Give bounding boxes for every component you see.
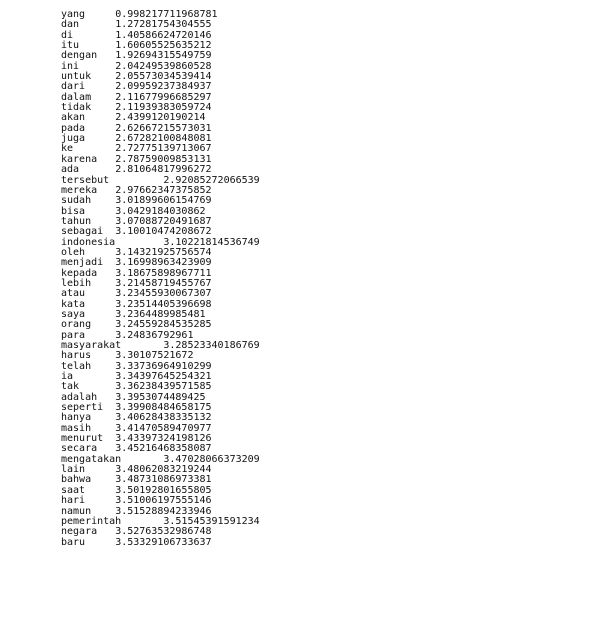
word-text: dengan	[61, 50, 98, 62]
column-gap	[85, 123, 115, 134]
word-text: telah	[61, 360, 92, 372]
column-gap	[85, 330, 115, 341]
word-text: oleh	[61, 246, 86, 258]
value-text: 3.24559284535285	[115, 319, 212, 331]
value-text: 3.51545391591234	[163, 515, 260, 527]
value-text: 3.10010474208672	[115, 226, 212, 238]
value-text: 1.40586624720146	[115, 29, 212, 41]
word-text: yang	[61, 9, 86, 20]
value-text: 3.45216468358087	[115, 443, 212, 455]
column-gap	[97, 443, 115, 454]
word-text: hanya	[61, 412, 92, 424]
word-text: bisa	[61, 205, 86, 217]
value-text: 3.52763532986748	[115, 526, 212, 538]
word-text: saya	[61, 308, 86, 320]
column-gap	[73, 371, 115, 382]
word-text: tidak	[61, 102, 92, 114]
column-gap	[91, 216, 115, 227]
value-text: 3.43397324198126	[115, 433, 212, 445]
word-text: saat	[61, 484, 86, 496]
value-text: 2.62667215573031	[115, 122, 212, 134]
column-gap	[103, 226, 115, 237]
column-gap	[85, 464, 115, 475]
value-text: 2.11677996685297	[115, 91, 212, 103]
word-text: ada	[61, 164, 80, 176]
value-text: 2.97662347375852	[115, 184, 212, 196]
word-value-listing	[61, 10, 260, 548]
value-text: 3.3953074489425	[115, 391, 206, 403]
value-text: 3.23514405396698	[115, 298, 212, 310]
column-gap	[91, 350, 115, 361]
value-text: 3.48731086973381	[115, 474, 212, 486]
listing-row	[61, 538, 260, 548]
value-text: 3.33736964910299	[115, 360, 212, 372]
word-text: dalam	[61, 91, 92, 103]
word-text: tak	[61, 381, 80, 393]
value-text: 2.04249539860528	[115, 60, 212, 72]
value-text: 2.11939383059724	[115, 102, 212, 114]
column-gap	[85, 485, 115, 496]
column-gap	[91, 506, 115, 517]
value-text: 2.78759009853131	[115, 153, 212, 165]
column-gap	[115, 237, 163, 248]
word-text: orang	[61, 319, 92, 331]
column-gap	[85, 206, 115, 217]
value-text: 2.92085272066539	[163, 174, 260, 186]
column-gap	[73, 143, 115, 154]
word-text: atau	[61, 288, 86, 300]
value-text: 3.21458719455767	[115, 277, 212, 289]
column-gap	[73, 30, 115, 41]
column-gap	[121, 454, 163, 465]
value-text: 3.48062083219244	[115, 464, 212, 476]
value-text: 2.05573034539414	[115, 71, 212, 83]
value-text: 3.28523340186769	[163, 340, 260, 351]
word-text: lebih	[61, 277, 92, 289]
word-text: dan	[61, 19, 80, 31]
column-gap	[97, 154, 115, 165]
column-gap	[91, 361, 115, 372]
column-gap	[91, 71, 115, 82]
word-text: sudah	[61, 195, 92, 207]
column-gap	[85, 133, 115, 144]
word-text: seperti	[61, 402, 104, 414]
word-text: sebagai	[61, 226, 104, 238]
value-text: 2.81064817996272	[115, 164, 212, 176]
value-text: 3.47028066373209	[163, 453, 260, 465]
value-text: 2.72775139713067	[115, 143, 212, 155]
value-text: 1.60605525635212	[115, 40, 212, 52]
column-gap	[85, 112, 115, 123]
word-text: negara	[61, 526, 98, 538]
column-gap	[85, 288, 115, 299]
word-text: adalah	[61, 391, 98, 403]
column-gap	[121, 516, 163, 527]
word-text: tersebut	[61, 174, 110, 186]
column-gap	[91, 319, 115, 330]
word-text: ia	[61, 371, 74, 383]
value-text: 3.53329106733637	[115, 536, 212, 548]
word-text: ini	[61, 60, 80, 72]
column-gap	[85, 81, 115, 92]
value-text: 2.67282100848081	[115, 133, 212, 145]
column-gap	[97, 50, 115, 61]
word-text: pemerintah	[61, 515, 122, 527]
value-text: 1.92694315549759	[115, 50, 212, 62]
value-text: 3.40628438335132	[115, 412, 212, 424]
value-text: 3.34397645254321	[115, 371, 212, 383]
word-text: secara	[61, 443, 98, 455]
column-gap	[109, 175, 163, 186]
word-text: ke	[61, 143, 74, 155]
word-text: baru	[61, 536, 86, 548]
column-gap	[91, 412, 115, 423]
value-text: 0.998217711968781	[115, 9, 218, 20]
value-text: 3.41470589470977	[115, 422, 212, 434]
value-text: 3.39908484658175	[115, 402, 212, 414]
word-text: harus	[61, 350, 92, 362]
value-text: 2.09959237384937	[115, 81, 212, 93]
column-gap	[103, 433, 115, 444]
column-gap	[121, 340, 163, 351]
column-gap	[91, 423, 115, 434]
column-gap	[79, 61, 115, 72]
column-gap	[103, 257, 115, 268]
word-text: dari	[61, 81, 86, 93]
column-gap	[85, 247, 115, 258]
word-text: bahwa	[61, 474, 92, 486]
column-gap	[97, 526, 115, 537]
column-gap	[79, 164, 115, 175]
value-text: 3.14321925756574	[115, 246, 212, 258]
column-gap	[97, 392, 115, 403]
column-gap	[97, 185, 115, 196]
column-gap	[85, 537, 115, 548]
value-text: 3.24836792961	[115, 329, 194, 341]
value-text: 3.51528894233946	[115, 505, 212, 517]
column-gap	[85, 495, 115, 506]
column-gap	[85, 9, 115, 20]
word-text: juga	[61, 133, 86, 145]
column-gap	[85, 299, 115, 310]
word-text: lain	[61, 464, 86, 476]
column-gap	[79, 381, 115, 392]
word-text: mereka	[61, 184, 98, 196]
word-text: menjadi	[61, 257, 104, 269]
word-text: hari	[61, 495, 86, 507]
word-text: akan	[61, 112, 86, 124]
value-text: 3.16998963423909	[115, 257, 212, 269]
word-text: masih	[61, 422, 92, 434]
value-text: 3.01899606154769	[115, 195, 212, 207]
word-text: untuk	[61, 71, 92, 83]
column-gap	[91, 195, 115, 206]
word-text: tahun	[61, 215, 92, 227]
word-text: masyarakat	[61, 340, 122, 351]
column-gap	[103, 402, 115, 413]
word-text: namun	[61, 505, 92, 517]
word-text: pada	[61, 122, 86, 134]
value-text: 3.36238439571585	[115, 381, 212, 393]
value-text: 3.2364489985481	[115, 308, 206, 320]
value-text: 3.07088720491687	[115, 215, 212, 227]
column-gap	[91, 278, 115, 289]
column-gap	[97, 268, 115, 279]
value-text: 2.4399120190214	[115, 112, 206, 124]
word-text: indonesia	[61, 236, 116, 248]
value-text: 3.23455930067307	[115, 288, 212, 300]
word-text: kepada	[61, 267, 98, 279]
word-text: di	[61, 29, 74, 41]
word-text: para	[61, 329, 86, 341]
word-text: mengatakan	[61, 453, 122, 465]
column-gap	[79, 19, 115, 30]
value-text: 1.27281754304555	[115, 19, 212, 31]
word-text: itu	[61, 40, 80, 52]
value-text: 3.18675898967711	[115, 267, 212, 279]
value-text: 3.0429184030862	[115, 205, 206, 217]
word-text: menurut	[61, 433, 104, 445]
column-gap	[91, 474, 115, 485]
word-text: karena	[61, 153, 98, 165]
column-gap	[91, 102, 115, 113]
value-text: 3.51006197555146	[115, 495, 212, 507]
value-text: 3.10221814536749	[163, 236, 260, 248]
column-gap	[85, 309, 115, 320]
word-text: kata	[61, 298, 86, 310]
value-text: 3.50192801655805	[115, 484, 212, 496]
column-gap	[79, 40, 115, 51]
value-text: 3.30107521672	[115, 350, 194, 362]
column-gap	[91, 92, 115, 103]
